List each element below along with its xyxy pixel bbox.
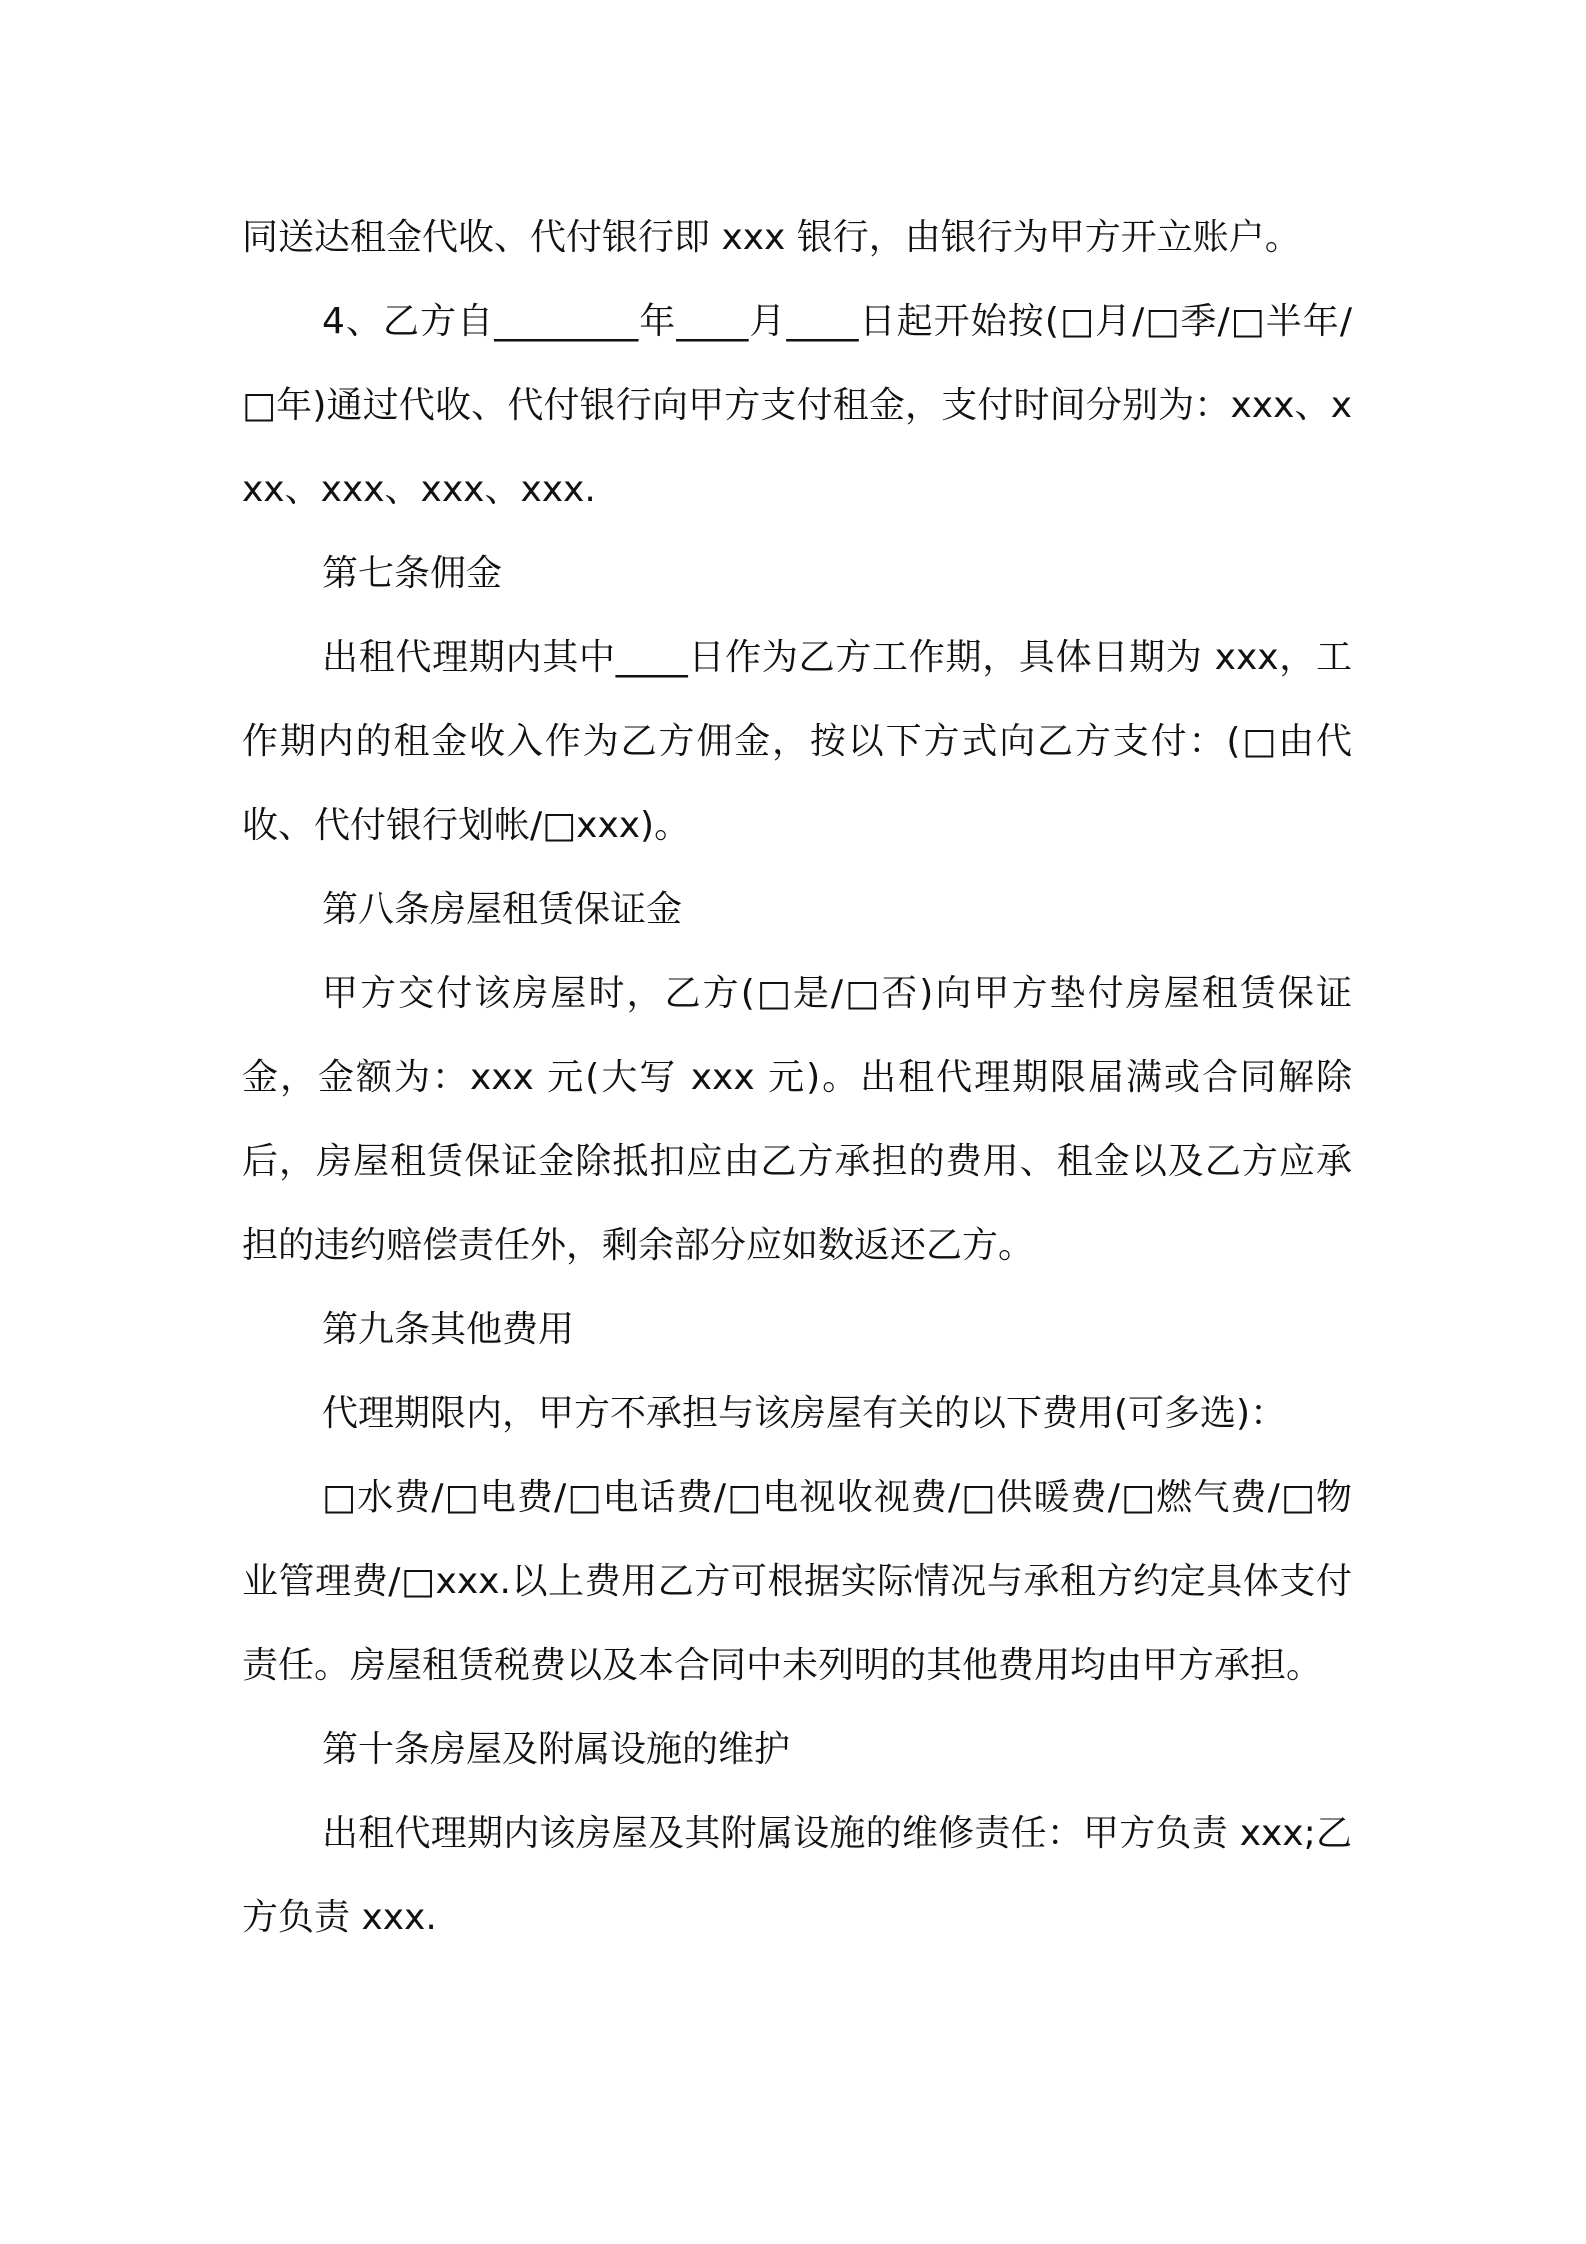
paragraph-fees-intro: 代理期限内，甲方不承担与该房屋有关的以下费用(可多选)： <box>322 1393 1287 1434</box>
heading-article-10-maintenance: 第十条房屋及附属设施的维护 <box>322 1729 791 1770</box>
paragraph-fees-list: □水费/□电费/□电话费/□电视收视费/□供暖费/□燃气费/□物业管理费/□xxx.以上费用乙方可根据实际情况与承租方约定具体支付责任。房屋租赁税费以及本合同中未列明的其他费用均由甲方承担。 <box>242 1477 1352 1686</box>
paragraph-commission-terms: 出租代理期内其中____日作为乙方工作期，具体日期为 xxx，工作期内的租金收入作为乙方佣金，按以下方式向乙方支付：(□由代收、代付银行划帐/□xxx)。 <box>242 637 1352 846</box>
document-body <box>242 196 1352 1960</box>
paragraph-account-opening: 同送达租金代收、代付银行即 xxx 银行，由银行为甲方开立账户。 <box>242 217 1301 258</box>
paragraph-deposit-terms: 甲方交付该房屋时，乙方(□是/□否)向甲方垫付房屋租赁保证金，金额为：xxx 元(大写 xxx 元)。出租代理期限届满或合同解除后，房屋租赁保证金除抵扣应由乙方承担的费用、租金以及乙方应承担的违约赔偿责任外，剩余部分应如数返还乙方。 <box>242 973 1352 1266</box>
heading-article-8-deposit: 第八条房屋租赁保证金 <box>322 889 683 930</box>
paragraph-maintenance-terms: 出租代理期内该房屋及其附属设施的维修责任：甲方负责 xxx;乙方负责 xxx. <box>242 1813 1352 1938</box>
heading-article-9-other-fees: 第九条其他费用 <box>322 1309 575 1350</box>
heading-article-7-commission: 第七条佣金 <box>322 553 503 594</box>
paragraph-rent-payment-schedule: 4、乙方自________年____月____日起开始按(□月/□季/□半年/□年)通过代收、代付银行向甲方支付租金，支付时间分别为：xxx、xxx、xxx、xxx、xxx. <box>242 301 1352 510</box>
